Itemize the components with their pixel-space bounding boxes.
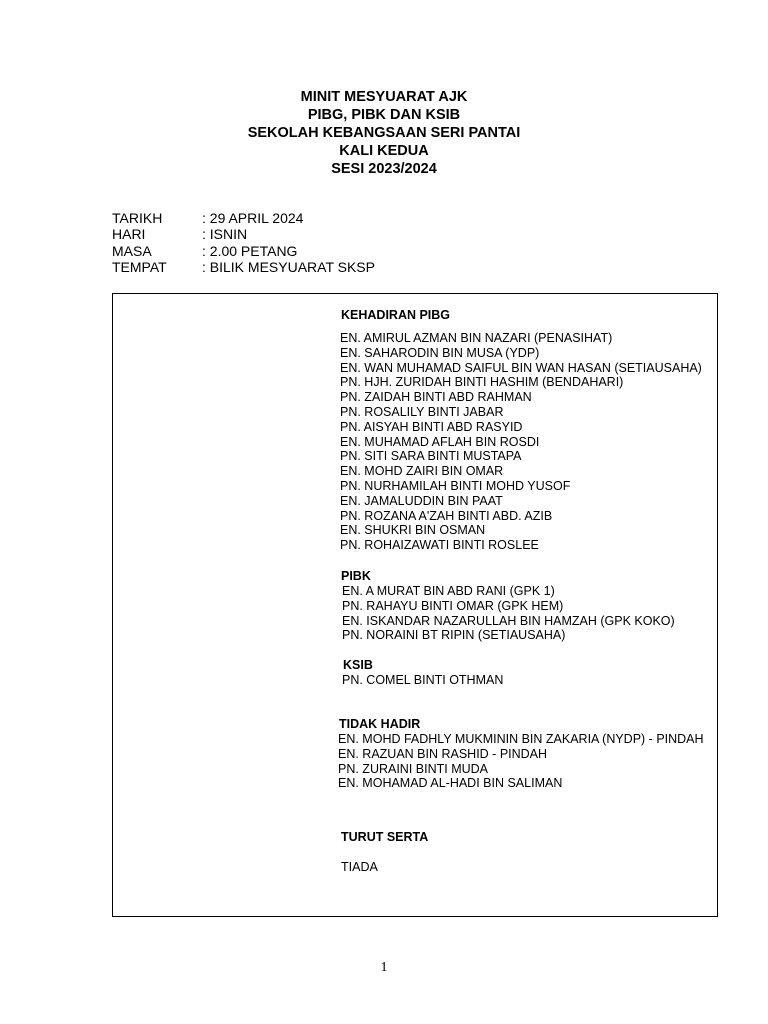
hari-value: : ISNIN — [202, 226, 248, 243]
title-line-5: SESI 2023/2024 — [331, 161, 437, 177]
list-item: EN. MOHAMAD AL-HADI BIN SALIMAN — [338, 776, 563, 791]
ksib-heading: KSIB — [343, 658, 373, 672]
title-line-3: SEKOLAH KEBANGSAAN SERI PANTAI — [247, 125, 521, 141]
kehadiran-pibg-heading: KEHADIRAN PIBG — [341, 308, 451, 322]
title-line-2: PIBG, PIBK DAN KSIB — [307, 107, 461, 123]
list-item: EN. RAZUAN BIN RASHID - PINDAH — [338, 746, 548, 761]
tempat-label: TEMPAT — [112, 258, 167, 275]
list-item: PN. COMEL BINTI OTHMAN — [342, 673, 504, 687]
list-item: EN. MOHD FADHLY MUKMININ BIN ZAKARIA (NYDP) - PINDAH — [338, 732, 704, 746]
list-item: EN. JAMALUDDIN BIN PAAT — [340, 493, 503, 508]
list-item: TIADA — [341, 860, 378, 874]
masa-label: MASA — [112, 242, 152, 259]
turut-serta-heading: TURUT SERTA — [341, 830, 429, 844]
list-item: PN. NURHAMILAH BINTI MOHD YUSOF — [340, 478, 571, 493]
masa-value: : 2.00 PETANG — [202, 242, 298, 259]
list-item: PN. SITI SARA BINTI MUSTAPA — [340, 449, 522, 464]
tidak-hadir-heading: TIDAK HADIR — [339, 717, 421, 731]
meeting-details — [112, 210, 375, 275]
list-item: PN. RAHAYU BINTI OMAR (GPK HEM) — [342, 598, 564, 613]
list-item: EN. WAN MUHAMAD SAIFUL BIN WAN HASAN (SETIAUSAHA) — [340, 360, 702, 375]
tarikh-value: : 29 APRIL 2024 — [202, 210, 304, 226]
document-title — [0, 88, 768, 178]
kehadiran-pibg-list — [340, 331, 702, 553]
list-item: PN. NORAINI BT RIPIN (SETIAUSAHA) — [342, 628, 566, 643]
tidak-hadir-list — [338, 732, 704, 791]
list-item: PN. AISYAH BINTI ABD RASYID — [340, 419, 523, 434]
tarikh-label: TARIKH — [112, 210, 163, 226]
pibk-heading: PIBK — [341, 569, 371, 583]
list-item: PN. ZAIDAH BINTI ABD RAHMAN — [340, 390, 532, 405]
list-item: EN. SAHARODIN BIN MUSA (YDP) — [340, 345, 540, 360]
list-item: PN. ZURAINI BINTI MUDA — [338, 761, 489, 776]
list-item: EN. A MURAT BIN ABD RANI (GPK 1) — [342, 584, 555, 598]
meta-row-tarikh — [112, 210, 375, 226]
pibk-list — [342, 584, 675, 643]
tempat-value: : BILIK MESYUARAT SKSP — [202, 258, 375, 275]
list-item: EN. SHUKRI BIN OSMAN — [340, 523, 486, 538]
meta-row-hari — [112, 226, 375, 242]
list-item: PN. ROZANA A'ZAH BINTI ABD. AZIB — [340, 508, 553, 523]
list-item: EN. ISKANDAR NAZARULLAH BIN HAMZAH (GPK KOKO) — [342, 613, 675, 628]
list-item: PN. HJH. ZURIDAH BINTI HASHIM (BENDAHARI) — [340, 375, 624, 390]
meta-row-masa — [112, 243, 375, 259]
list-item: PN. ROSALILY BINTI JABAR — [340, 404, 504, 419]
hari-label: HARI — [112, 226, 146, 243]
ksib-list — [342, 673, 503, 688]
list-item: PN. ROHAIZAWATI BINTI ROSLEE — [340, 538, 539, 553]
page-number: 1 — [380, 960, 388, 975]
title-line-4: KALI KEDUA — [339, 143, 429, 159]
attendance-box — [112, 293, 718, 917]
title-line-1: MINIT MESYUARAT AJK — [300, 89, 468, 105]
turut-serta-list — [341, 860, 378, 875]
list-item: EN. MUHAMAD AFLAH BIN ROSDI — [340, 434, 540, 449]
list-item: EN. AMIRUL AZMAN BIN NAZARI (PENASIHAT) — [340, 331, 613, 345]
list-item: EN. MOHD ZAIRI BIN OMAR — [340, 464, 504, 479]
meta-row-tempat — [112, 259, 375, 275]
